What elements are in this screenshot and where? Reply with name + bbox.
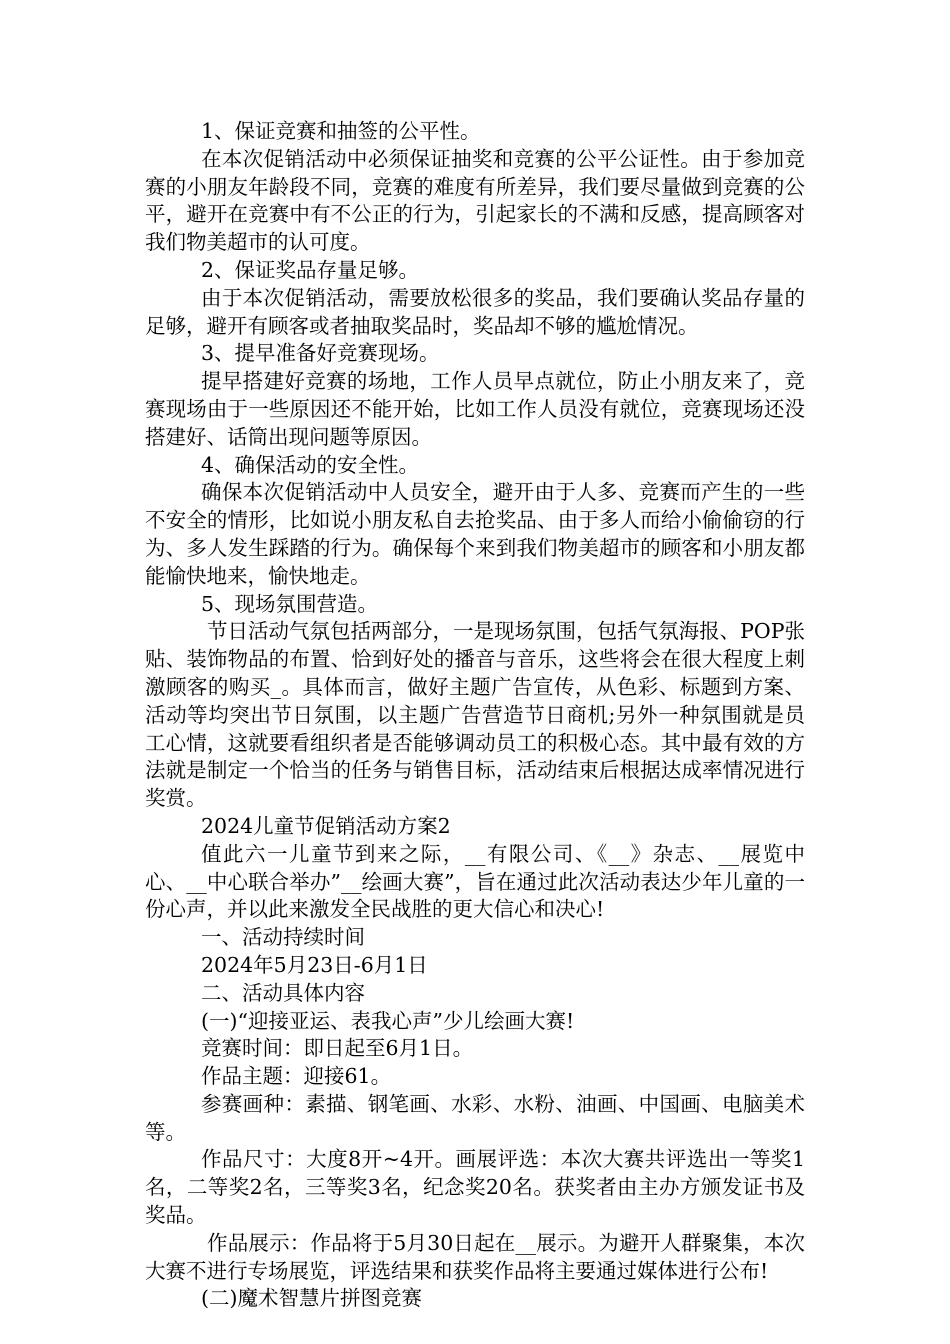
paragraph-fairness: 在本次促销活动中必须保证抽奖和竞赛的公平公证性。由于参加竞赛的小朋友年龄段不同，竞赛的难度有所差异，我们要尽量做到竞赛的公平，避开在竞赛中有不公正的行为，引起家长的不满和反感，提高顾客对我们物美超市的认可度。 (145, 146, 805, 255)
heading-fairness: 1、保证竞赛和抽签的公平性。 (201, 119, 481, 143)
paragraph-size-awards: 作品尺寸：大度8开~4开。画展评选：本次大赛共评选出一等奖1名，二等奖2名，三等奖3名，纪念奖20名。获奖者由主办方颁发证书及奖品。 (145, 1147, 805, 1228)
heading-content: 二、活动具体内容 (201, 980, 365, 1005)
document-body (145, 118, 805, 1313)
paragraph-safety: 确保本次促销活动中人员安全，避开由于人多、竞赛而产生的一些不安全的情形，比如说小朋友私自去抢奖品、由于多人而给小偷偷窃的行为、多人发生踩踏的行为。确保每个来到我们物美超市的顾客和小朋友都能愉快地来，愉快地走。 (145, 480, 805, 588)
paragraph-prize-stock: 由于本次促销活动，需要放松很多的奖品，我们要确认奖品存量的足够，避开有顾客或者抽取奖品时，奖品却不够的尴尬情况。 (145, 285, 805, 338)
paragraph-atmosphere: 节日活动气氛包括两部分，一是现场氛围，包括气氛海报、POP张贴、装饰物品的布置、恰到好处的播音与音乐，这些将会在很大程度上刺激顾客的购买_。具体而言，做好主题广告宣传，从色彩、标题到方案、活动等均突出节日氛围，以主题广告营造节日商机;另外一种氛围就是员工心情，这就要看组织者是否能够调动员工的积极心态。其中最有效的方法就是制定一个恰当的任务与销售目标，活动结束后根据达成率情况进行奖赏。 (145, 619, 805, 811)
paragraph-intro: 值此六一儿童节到来之际，__有限公司、《__》杂志、__展览中心、__中心联合举办”__绘画大赛”，旨在通过此次活动表达少年儿童的一份心声，并以此来激发全民战胜的更大信心和决心! (145, 841, 805, 922)
paragraph-dates: 2024年5月23日-6月1日 (201, 952, 428, 977)
subheading-drawing-contest: (一)“迎接亚运、表我心声”少儿绘画大赛! (201, 1008, 575, 1033)
paragraph-theme: 作品主题：迎接61。 (201, 1064, 392, 1089)
heading-atmosphere: 5、现场氛围营造。 (201, 591, 379, 616)
section-title-plan-2: 2024儿童节促销活动方案2 (201, 813, 451, 838)
heading-safety: 4、确保活动的安全性。 (201, 452, 420, 477)
paragraph-venue-prep: 提早搭建好竞赛的场地，工作人员早点就位，防止小朋友来了，竞赛现场由于一些原因还不能开始，比如工作人员没有就位，竞赛现场还没搭建好、话筒出现问题等原因。 (145, 369, 805, 449)
paragraph-contest-time: 竞赛时间：即日起至6月1日。 (201, 1036, 474, 1061)
heading-prize-stock: 2、保证奖品存量足够。 (201, 257, 420, 282)
subheading-puzzle-contest: (二)魔术智慧片拼图竞赛 (201, 1286, 422, 1311)
paragraph-art-types: 参赛画种：素描、钢笔画、水彩、水粉、油画、中国画、电脑美术等。 (145, 1091, 805, 1144)
heading-duration: 一、活动持续时间 (201, 925, 365, 950)
heading-venue-prep: 3、提早准备好竞赛现场。 (201, 341, 440, 366)
paragraph-exhibition: 作品展示：作品将于5月30日起在__展示。为避开人群聚集，本次大赛不进行专场展览，评选结果和获奖作品将主要通过媒体进行公布! (145, 1230, 805, 1283)
